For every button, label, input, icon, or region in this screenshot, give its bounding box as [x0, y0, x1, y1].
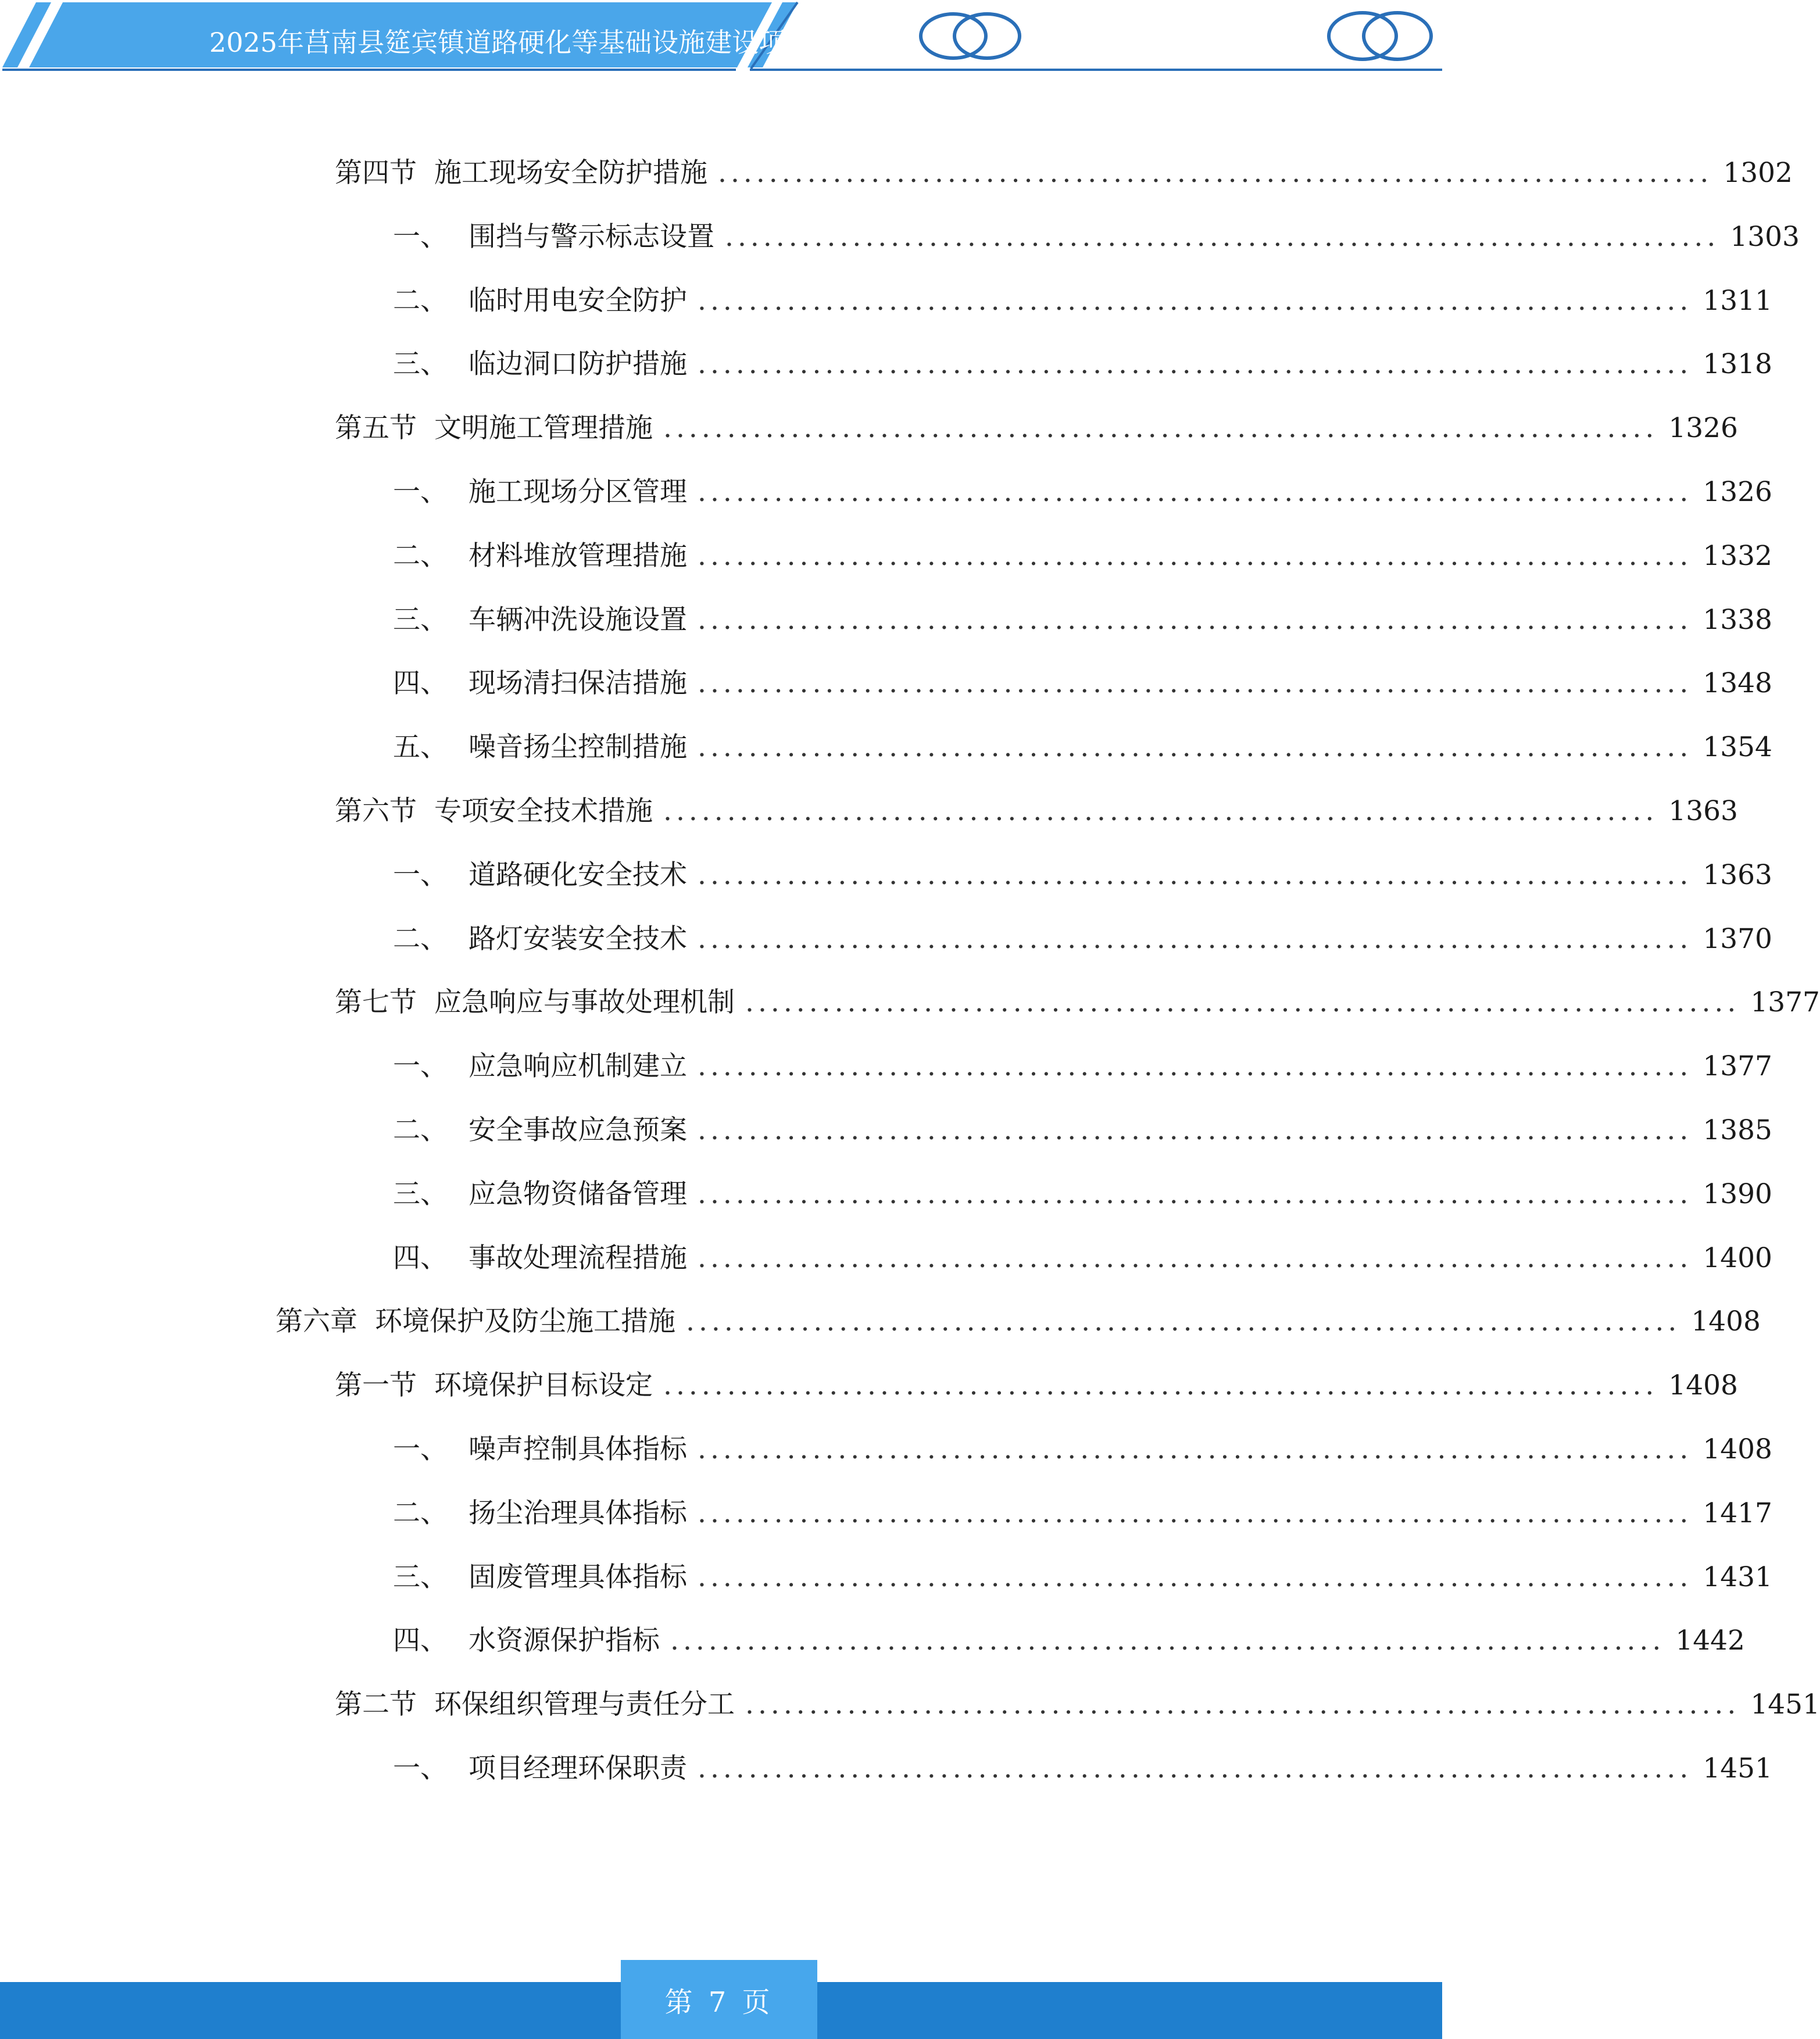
toc-entry-title [393, 1174, 687, 1215]
toc-entry-label: 事故处理流程措施 [469, 1242, 687, 1274]
toc-entry-label: 噪声控制具体指标 [469, 1433, 687, 1465]
toc-entry[interactable] [335, 1365, 1738, 1406]
toc-entry[interactable] [276, 1301, 1761, 1342]
toc-entry-number: 二、 [393, 923, 448, 955]
toc-dot-leader: .............................................................................. [698, 1114, 1693, 1146]
toc-entry-label: 施工现场安全防护措施 [434, 157, 707, 189]
toc-entry-label: 临边洞口防护措施 [469, 348, 687, 380]
toc-entry[interactable] [393, 855, 1772, 896]
toc-entry-title [335, 1684, 735, 1725]
toc-dot-leader: .............................................................................. [698, 923, 1693, 955]
toc-dot-leader: .............................................................................. [698, 1178, 1693, 1210]
toc-page-number: 1377 [1750, 986, 1820, 1018]
toc-page-number: 1400 [1703, 1242, 1772, 1274]
toc-entry-label: 水资源保护指标 [469, 1625, 660, 1657]
toc-entry-label: 环保组织管理与责任分工 [434, 1689, 735, 1720]
toc-entry-number: 二、 [393, 540, 448, 572]
toc-dot-leader: .............................................................................. [698, 1561, 1693, 1593]
toc-page-number: 1408 [1703, 1433, 1772, 1465]
toc-entry[interactable] [393, 1621, 1745, 1661]
toc-entry-title [393, 1238, 687, 1279]
toc-page-number: 1385 [1703, 1114, 1772, 1146]
toc-page-number: 1318 [1703, 348, 1772, 380]
toc-entry-number: 二、 [393, 1497, 448, 1529]
toc-page-number: 1451 [1750, 1689, 1820, 1720]
toc-entry-number: 二、 [393, 1114, 448, 1146]
toc-page-number: 1442 [1675, 1625, 1745, 1657]
toc-page-number: 1326 [1703, 476, 1772, 508]
toc-entry[interactable] [393, 344, 1772, 385]
toc-dot-leader: .............................................................................. [718, 157, 1713, 189]
toc-entry-title [393, 344, 687, 385]
toc-entry-title [393, 600, 687, 641]
rings-logo-icon [921, 14, 1020, 58]
toc-entry-title [393, 1429, 687, 1470]
toc-entry-number: 三、 [393, 348, 448, 380]
toc-entry-number: 一、 [393, 1752, 448, 1784]
toc-entry[interactable] [393, 663, 1772, 704]
toc-dot-leader: .............................................................................. [670, 1625, 1665, 1657]
toc-entry[interactable] [393, 536, 1772, 577]
toc-entry-title [393, 855, 687, 896]
toc-entry-title [393, 472, 687, 513]
toc-dot-leader: .............................................................................. [698, 1050, 1693, 1082]
toc-page-number: 1303 [1730, 221, 1800, 253]
toc-entry[interactable] [393, 600, 1772, 641]
toc-page-number: 1408 [1668, 1369, 1738, 1401]
toc-entry-number: 二、 [393, 285, 448, 317]
toc-page-number: 1390 [1703, 1178, 1772, 1210]
toc-dot-leader: .............................................................................. [663, 412, 1658, 444]
toc-entry[interactable] [393, 1174, 1772, 1215]
toc-entry-label: 项目经理环保职责 [469, 1752, 687, 1784]
toc-entry-number: 五、 [393, 731, 448, 763]
toc-entry-label: 车辆冲洗设施设置 [469, 604, 687, 636]
toc-entry-title [393, 1557, 687, 1598]
toc-entry-label: 材料堆放管理措施 [469, 540, 687, 572]
toc-entry-number: 一、 [393, 859, 448, 891]
page-number: 第 7 页 [621, 1960, 817, 2039]
toc-entry-number: 三、 [393, 1561, 448, 1593]
toc-dot-leader: .............................................................................. [698, 1433, 1693, 1465]
toc-page-number: 1338 [1703, 604, 1772, 636]
toc-entry-label: 环境保护及防尘施工措施 [375, 1305, 675, 1337]
toc-dot-leader: .............................................................................. [663, 1369, 1658, 1401]
page-header [0, 0, 1442, 76]
toc-entry[interactable] [393, 1557, 1772, 1598]
toc-dot-leader: .............................................................................. [698, 1752, 1693, 1784]
toc-entry[interactable] [335, 791, 1738, 832]
toc-dot-leader: .............................................................................. [698, 859, 1693, 891]
toc-page-number: 1451 [1703, 1752, 1772, 1784]
toc-entry-label: 噪音扬尘控制措施 [469, 731, 687, 763]
toc-dot-leader: .............................................................................. [725, 221, 1720, 253]
toc-entry-title [393, 1621, 660, 1661]
toc-entry-title [393, 663, 687, 704]
toc-entry-label: 专项安全技术措施 [434, 795, 653, 827]
toc-entry-title [276, 1301, 675, 1342]
toc-page-number: 1370 [1703, 923, 1772, 955]
toc-page-number: 1311 [1703, 285, 1772, 317]
toc-page-number: 1431 [1703, 1561, 1772, 1593]
toc-page-number: 1302 [1723, 157, 1793, 189]
rings-logo-icon-right [1329, 13, 1431, 59]
toc-entry[interactable] [393, 1110, 1772, 1151]
toc-entry-number: 三、 [393, 604, 448, 636]
toc-dot-leader: .............................................................................. [698, 285, 1693, 317]
toc-entry-title [335, 1365, 653, 1406]
toc-entry-title [393, 919, 687, 960]
toc-entry-label: 施工现场分区管理 [469, 476, 687, 508]
toc-entry-label: 路灯安装安全技术 [469, 923, 687, 955]
toc-entry-title [335, 791, 653, 832]
toc-entry-label: 固废管理具体指标 [469, 1561, 687, 1593]
toc-entry-label: 环境保护目标设定 [434, 1369, 653, 1401]
toc-page-number: 1363 [1668, 795, 1738, 827]
toc-entry[interactable] [393, 217, 1800, 257]
toc-entry-label: 应急物资储备管理 [469, 1178, 687, 1210]
toc-entry-number: 四、 [393, 667, 448, 699]
toc-entry[interactable] [393, 281, 1772, 321]
toc-dot-leader: .............................................................................. [745, 1689, 1740, 1720]
toc-entry-number: 第七节 [335, 986, 417, 1018]
toc-entry[interactable] [393, 1238, 1772, 1279]
toc-entry[interactable] [335, 982, 1820, 1023]
toc-entry[interactable] [335, 153, 1793, 194]
toc-page-number: 1417 [1703, 1497, 1772, 1529]
toc-entry-number: 三、 [393, 1178, 448, 1210]
toc-entry-title [393, 1748, 687, 1789]
toc-entry-title [393, 281, 687, 321]
toc-entry-number: 第六节 [335, 795, 417, 827]
toc-entry-number: 一、 [393, 1050, 448, 1082]
toc-entry-number: 第二节 [335, 1689, 417, 1720]
toc-dot-leader: .............................................................................. [698, 1242, 1693, 1274]
toc-entry-label: 扬尘治理具体指标 [469, 1497, 687, 1529]
toc-entry-title [393, 1110, 687, 1151]
toc-entry-number: 第五节 [335, 412, 417, 444]
toc-entry-number: 第四节 [335, 157, 417, 189]
toc-dot-leader: .............................................................................. [698, 667, 1693, 699]
toc-page-number: 1348 [1703, 667, 1772, 699]
toc-entry-number: 四、 [393, 1242, 448, 1274]
toc-entry-number: 四、 [393, 1625, 448, 1657]
toc-entry-title [335, 982, 735, 1023]
toc-dot-leader: .............................................................................. [698, 1497, 1693, 1529]
toc-page-number: 1332 [1703, 540, 1772, 572]
toc-entry-label: 应急响应机制建立 [469, 1050, 687, 1082]
toc-dot-leader: .............................................................................. [698, 540, 1693, 572]
toc-page-number: 1408 [1691, 1305, 1761, 1337]
toc-entry[interactable] [393, 472, 1772, 513]
toc-entry-label: 现场清扫保洁措施 [469, 667, 687, 699]
toc-page-number: 1377 [1703, 1050, 1772, 1082]
toc-entry[interactable] [335, 1684, 1820, 1725]
toc-entry-label: 道路硬化安全技术 [469, 859, 687, 891]
document-title: 2025年莒南县筵宾镇道路硬化等基础设施建设项目 [209, 27, 813, 58]
toc-entry-title [393, 536, 687, 577]
toc-entry-title [393, 727, 687, 768]
toc-entry[interactable] [393, 1493, 1772, 1534]
toc-dot-leader: .............................................................................. [698, 348, 1693, 380]
toc-dot-leader: .............................................................................. [698, 476, 1693, 508]
toc-entry-title [335, 153, 707, 194]
toc-page-number: 1326 [1668, 412, 1738, 444]
toc-entry-title [393, 1493, 687, 1534]
toc-entry-number: 第一节 [335, 1369, 417, 1401]
toc-entry-title [335, 408, 653, 449]
toc-entry-number: 第六章 [276, 1305, 357, 1337]
toc-page-number: 1363 [1703, 859, 1772, 891]
toc-dot-leader: .............................................................................. [698, 731, 1693, 763]
toc-entry-number: 一、 [393, 221, 448, 253]
toc-entry-label: 应急响应与事故处理机制 [434, 986, 735, 1018]
toc-entry-number: 一、 [393, 1433, 448, 1465]
toc-entry[interactable] [393, 1046, 1772, 1087]
toc-dot-leader: .............................................................................. [663, 795, 1658, 827]
toc-entry[interactable] [393, 727, 1772, 768]
toc-entry-title [393, 217, 714, 257]
toc-entry-title [393, 1046, 687, 1087]
toc-page-number: 1354 [1703, 731, 1772, 763]
toc-dot-leader: .............................................................................. [745, 986, 1740, 1018]
toc-dot-leader: .............................................................................. [698, 604, 1693, 636]
toc-entry-label: 临时用电安全防护 [469, 285, 687, 317]
toc-dot-leader: .............................................................................. [686, 1305, 1681, 1337]
toc-entry-label: 围挡与警示标志设置 [469, 221, 714, 253]
toc-entry-number: 一、 [393, 476, 448, 508]
toc-entry[interactable] [393, 1429, 1772, 1470]
toc-entry[interactable] [335, 408, 1738, 449]
toc-entry[interactable] [393, 919, 1772, 960]
toc-entry[interactable] [393, 1748, 1772, 1789]
toc-entry-label: 安全事故应急预案 [469, 1114, 687, 1146]
toc-entry-label: 文明施工管理措施 [434, 412, 653, 444]
